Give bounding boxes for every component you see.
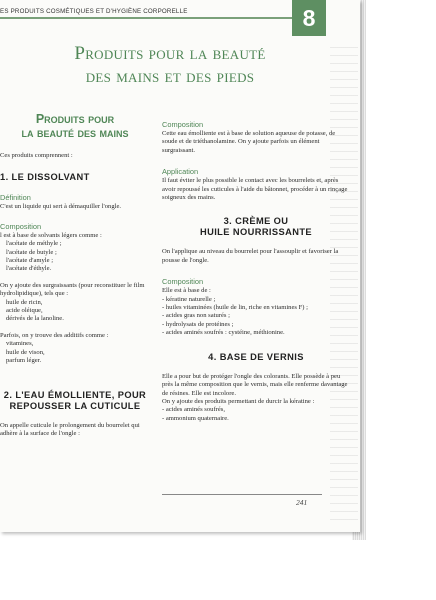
subheading-definition: Définition bbox=[0, 193, 31, 203]
chapter-number-badge: 8 bbox=[292, 0, 326, 36]
main-title-line-2: des mains et des pieds bbox=[85, 66, 255, 87]
list-item: l'acétate d'éthyle. bbox=[6, 265, 52, 273]
heading-eau-line-1: 2. L'EAU ÉMOLLIENTE, POUR bbox=[3, 389, 147, 400]
application-text: Il faut éviter le plus possible le contact avec les bourrelets et, après avoir repoussé les cuticules à l'aide du bâtonnet, procéder à un rinçage soigneux des mains. bbox=[162, 177, 348, 202]
base-list bbox=[162, 406, 350, 423]
left-column bbox=[0, 112, 150, 438]
composition-creme-list bbox=[162, 296, 350, 338]
list-item: dérivés de la lanoline. bbox=[6, 315, 64, 323]
list-item: - ammonium quaternaire. bbox=[162, 414, 229, 422]
section-title-line-2: la beauté des mains bbox=[21, 126, 129, 140]
intro-text: Ces produits comprennent : bbox=[0, 152, 73, 159]
creme-text: On l'applique au niveau du bourrelet pour l'assouplir et favoriser la pousse de l'ongle. bbox=[162, 248, 339, 264]
section-title-line-1: Produits pour bbox=[35, 112, 115, 126]
solvent-list bbox=[0, 240, 150, 274]
list-item: - acides aminés soufrés : cystéine, méthionine. bbox=[162, 329, 285, 337]
composition-eau-text: Cette eau émolliente est à base de solution aqueuse de potasse, de soude et de triéthanolamine. On y ajoute parfois un élément surgraissant. bbox=[162, 130, 336, 154]
list-item: acide oléique, bbox=[6, 307, 43, 315]
subheading-composition: Composition bbox=[0, 221, 42, 231]
base-text-2: On y ajoute des produits permettant de durcir la kératine : bbox=[162, 397, 315, 405]
heading-creme-line-1: 3. CRÈME OU bbox=[223, 216, 289, 227]
list-item: l'acétate d'amyle ; bbox=[6, 257, 54, 265]
list-item: - kératine naturelle ; bbox=[162, 295, 216, 303]
subheading-composition-creme: Composition bbox=[162, 277, 204, 287]
heading-creme bbox=[162, 216, 350, 238]
surgras-list bbox=[0, 299, 150, 324]
heading-creme-line-2: HUILE NOURRISSANTE bbox=[199, 227, 313, 238]
subheading-application: Application bbox=[162, 167, 199, 177]
footer-rule bbox=[162, 494, 322, 495]
heading-eau-line-2: REPOUSSER LA CUTICULE bbox=[9, 400, 141, 411]
heading-eau-emolliente bbox=[0, 390, 150, 412]
main-title bbox=[30, 42, 310, 88]
right-column bbox=[162, 120, 350, 423]
base-text: Elle a pour but de protéger l'ongle des colorants. Elle possède à peu près la même composition que le vernis, mais elle renferme davantage de résines. Elle est incolore. bbox=[162, 372, 348, 397]
list-item: huile de vison, bbox=[6, 348, 45, 356]
list-item: - acides gras non saturés ; bbox=[162, 312, 230, 320]
additifs-list bbox=[0, 340, 150, 365]
heading-base-vernis: 4. BASE DE VERNIS bbox=[208, 351, 304, 362]
surgras-intro: On y ajoute des surgraissants (pour reconstituer le film hydrolipidique), tels que : bbox=[0, 281, 145, 298]
list-item: l'acétate de méthyle ; bbox=[6, 240, 62, 248]
running-head: ES PRODUITS COSMÉTIQUES ET D'HYGIÈNE CORPORELLE bbox=[0, 8, 188, 15]
list-item: - acides aminés soufrés, bbox=[162, 406, 225, 414]
definition-text: C'est un liquide qui sert à démaquiller l'ongle. bbox=[0, 203, 122, 211]
header-rule bbox=[0, 17, 292, 19]
section-title bbox=[0, 112, 150, 140]
list-item: l'acétate de butyle ; bbox=[6, 248, 57, 256]
list-item: huile de ricin, bbox=[6, 298, 43, 306]
heading-dissolvant: 1. LE DISSOLVANT bbox=[0, 172, 90, 183]
composition-intro: l est à base de solvants légers comme : bbox=[0, 231, 102, 239]
subheading-composition-eau: Composition bbox=[162, 120, 204, 129]
list-item: - hydrolysats de protéines ; bbox=[162, 320, 234, 328]
list-item: parfum léger. bbox=[6, 357, 42, 365]
main-title-line-1: Produits pour la beauté bbox=[74, 43, 266, 64]
additifs-intro: Parfois, on y trouve des additifs comme : bbox=[0, 331, 109, 339]
cuticule-text: On appelle cuticule le prolongement du bourrelet qui adhère à la surface de l'ongle : bbox=[0, 421, 140, 437]
composition-creme-intro: Elle est à base de : bbox=[162, 287, 211, 295]
page-number: 241 bbox=[296, 498, 308, 507]
list-item: vitamines, bbox=[6, 340, 34, 348]
list-item: - huiles vitaminées (huile de lin, riche en vitamines F) ; bbox=[162, 304, 308, 312]
